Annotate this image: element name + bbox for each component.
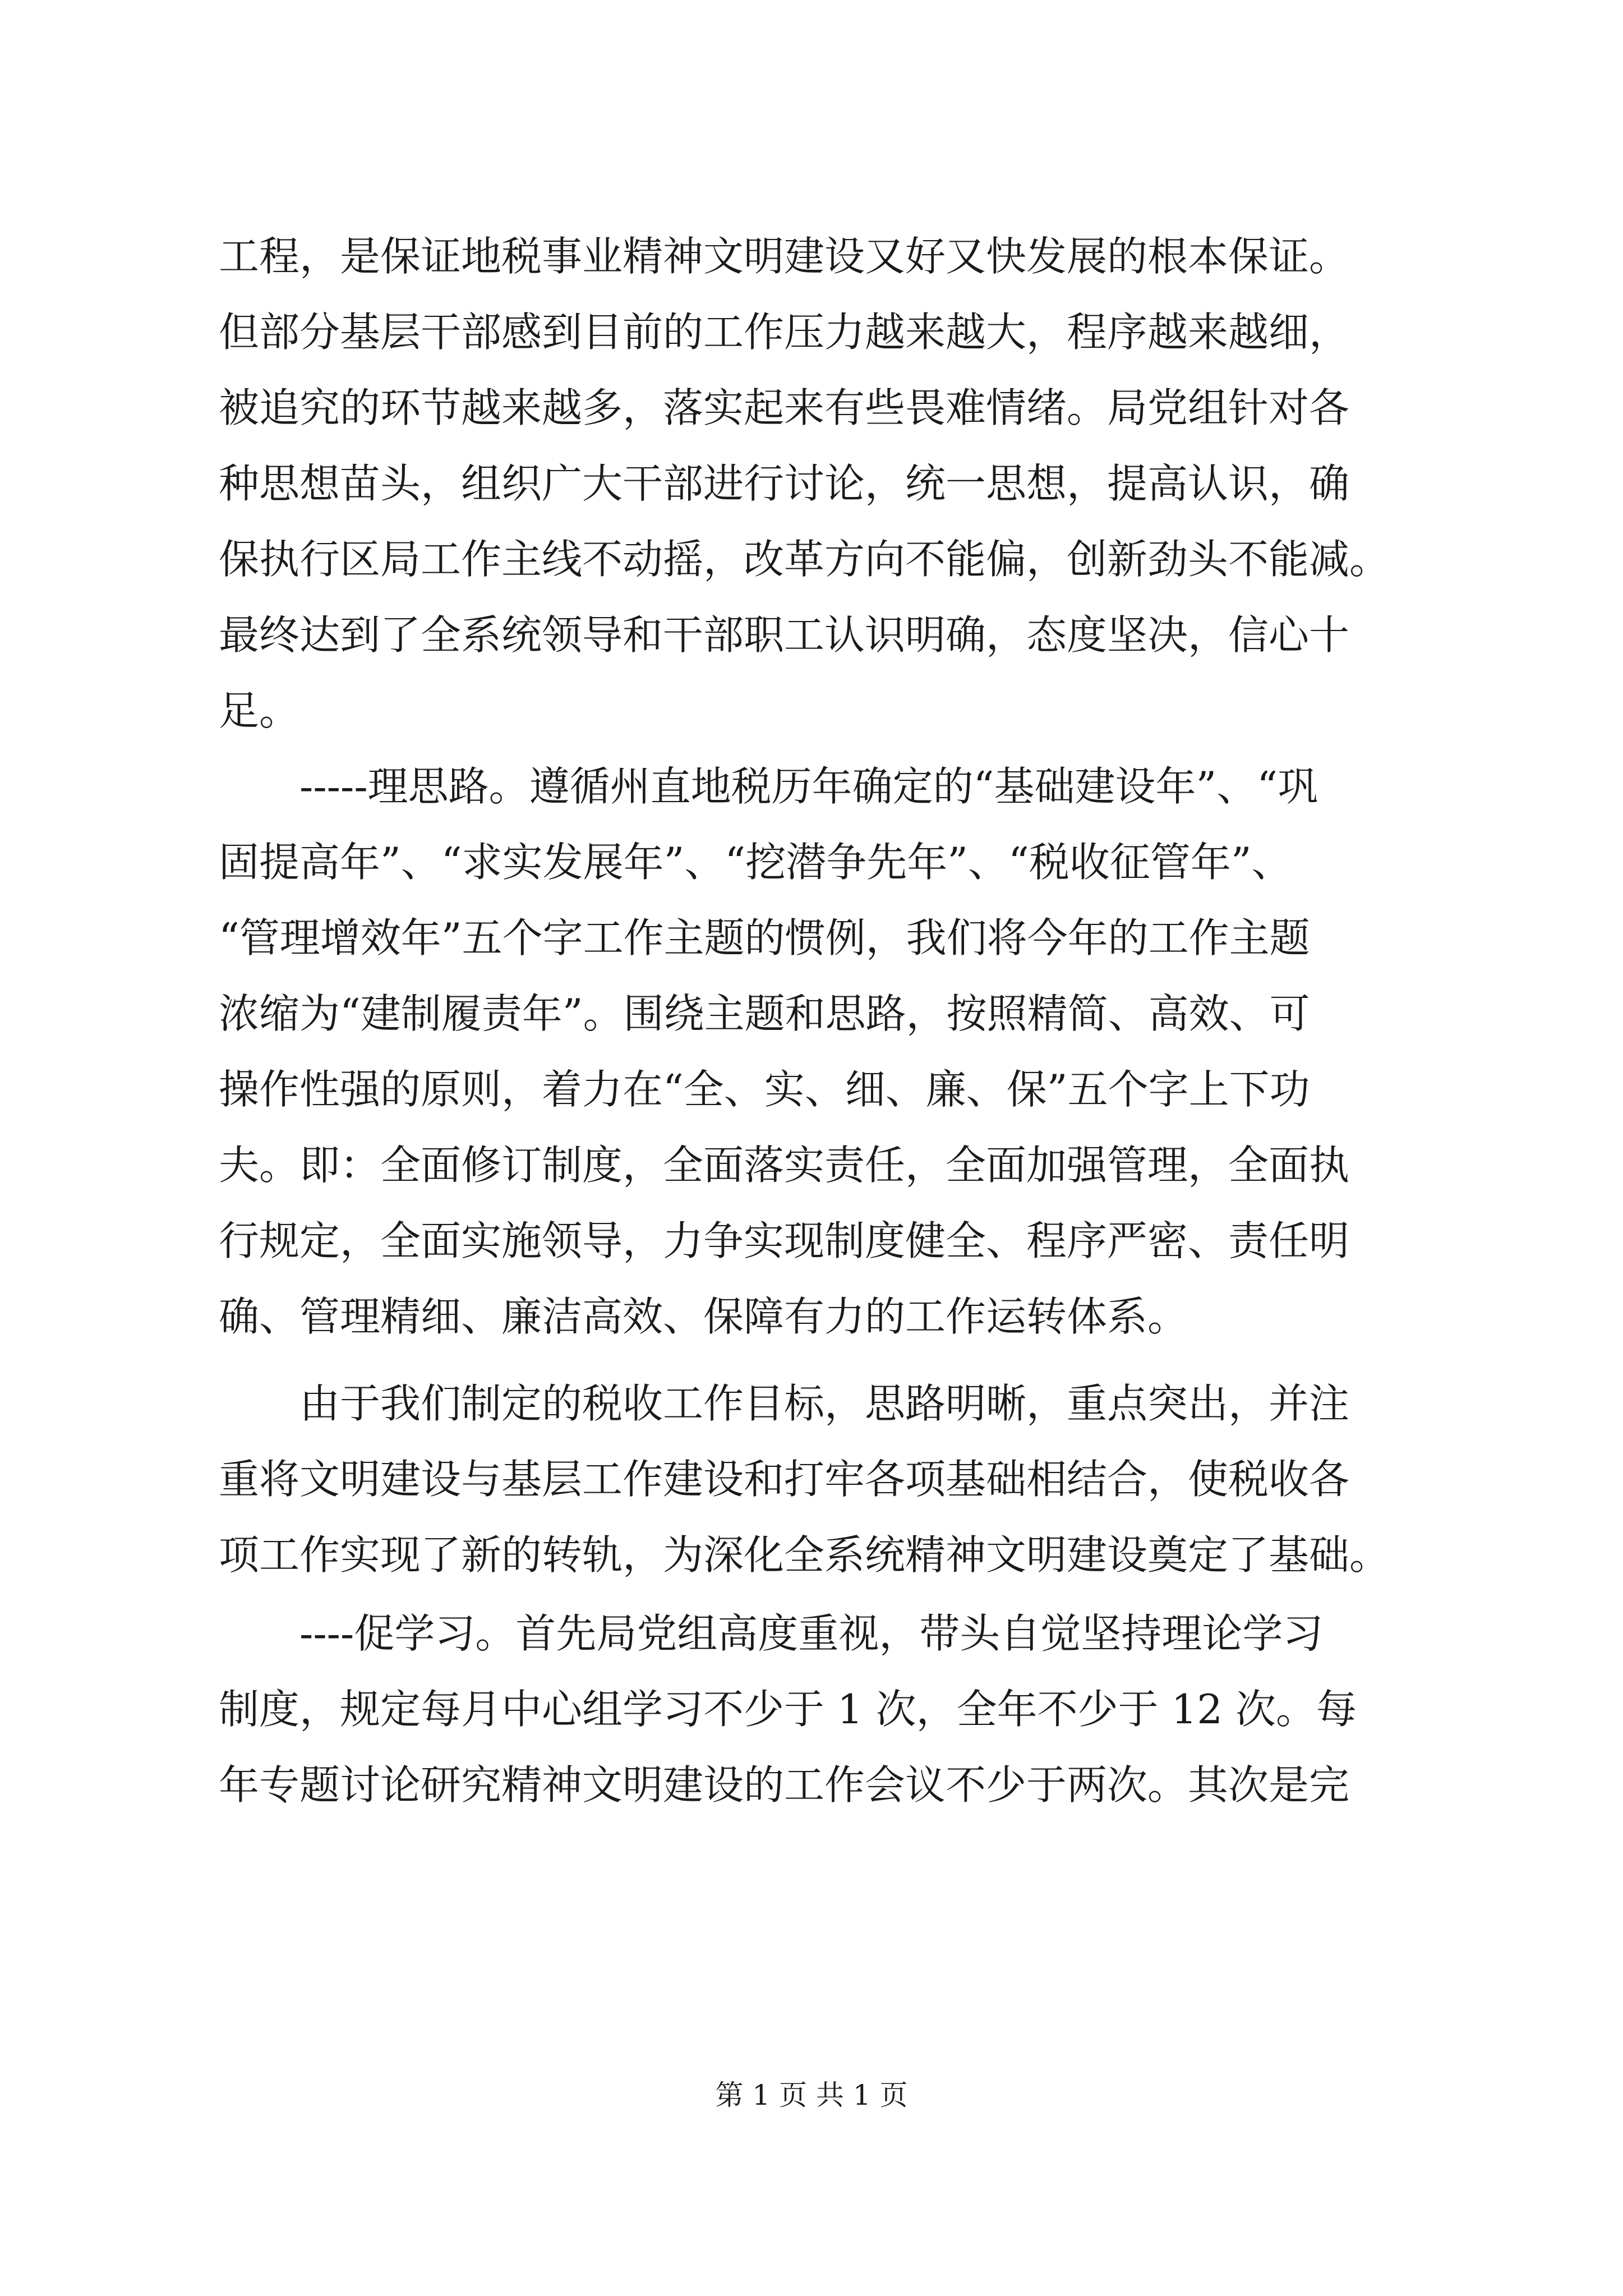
- text-line: 确、管理精细、廉洁高效、保障有力的工作运转体系。: [219, 1293, 1188, 1340]
- text-line: 年专题讨论研究精神文明建设的工作会议不少于两次。其次是完: [219, 1761, 1350, 1809]
- text-line: 夫。即：全面修订制度，全面落实责任，全面加强管理，全面执: [219, 1142, 1350, 1189]
- text-line: “管理增效年”五个字工作主题的惯例，我们将今年的工作主题: [219, 914, 1310, 961]
- text-line: 制度，规定每月中心组学习不少于 1 次，全年不少于 12 次。每: [219, 1686, 1357, 1733]
- text-line: -----理思路。遵循州直地税历年确定的“基础建设年”、“巩: [299, 763, 1318, 810]
- text-line: 最终达到了全系统领导和干部职工认识明确，态度坚决，信心十: [219, 611, 1350, 659]
- text-line: 足。: [219, 687, 300, 734]
- text-line: 项工作实现了新的转轨，为深化全系统精神文明建设奠定了基础。: [219, 1531, 1390, 1579]
- text-line: 工程，是保证地税事业精神文明建设又好又快发展的根本保证。: [219, 233, 1350, 280]
- text-line: 保执行区局工作主线不动摇，改革方向不能偏，创新劲头不能减。: [219, 536, 1390, 583]
- text-line: 但部分基层干部感到目前的工作压力越来越大，程序越来越细，: [219, 309, 1350, 356]
- text-line: 重将文明建设与基层工作建设和打牢各项基础相结合，使税收各: [219, 1456, 1350, 1503]
- text-line: 行规定，全面实施领导，力争实现制度健全、程序严密、责任明: [219, 1217, 1350, 1264]
- text-line: 浓缩为“建制履责年”。围绕主题和思路，按照精简、高效、可: [219, 990, 1310, 1037]
- text-line: 固提高年”、“求实发展年”、“挖潜争先年”、“税收征管年”、: [219, 839, 1292, 886]
- text-line: 被追究的环节越来越多，落实起来有些畏难情绪。局党组针对各: [219, 384, 1350, 431]
- text-line: ----促学习。首先局党组高度重视，带头自觉坚持理论学习: [299, 1610, 1324, 1657]
- page-footer: 第 1 页 共 1 页: [715, 2079, 908, 2111]
- text-line: 种思想苗头，组织广大干部进行讨论，统一思想，提高认识，确: [219, 460, 1350, 507]
- text-line: 操作性强的原则，着力在“全、实、细、廉、保”五个字上下功: [219, 1066, 1310, 1113]
- text-line: 由于我们制定的税收工作目标，思路明晰，重点突出，并注: [299, 1380, 1350, 1427]
